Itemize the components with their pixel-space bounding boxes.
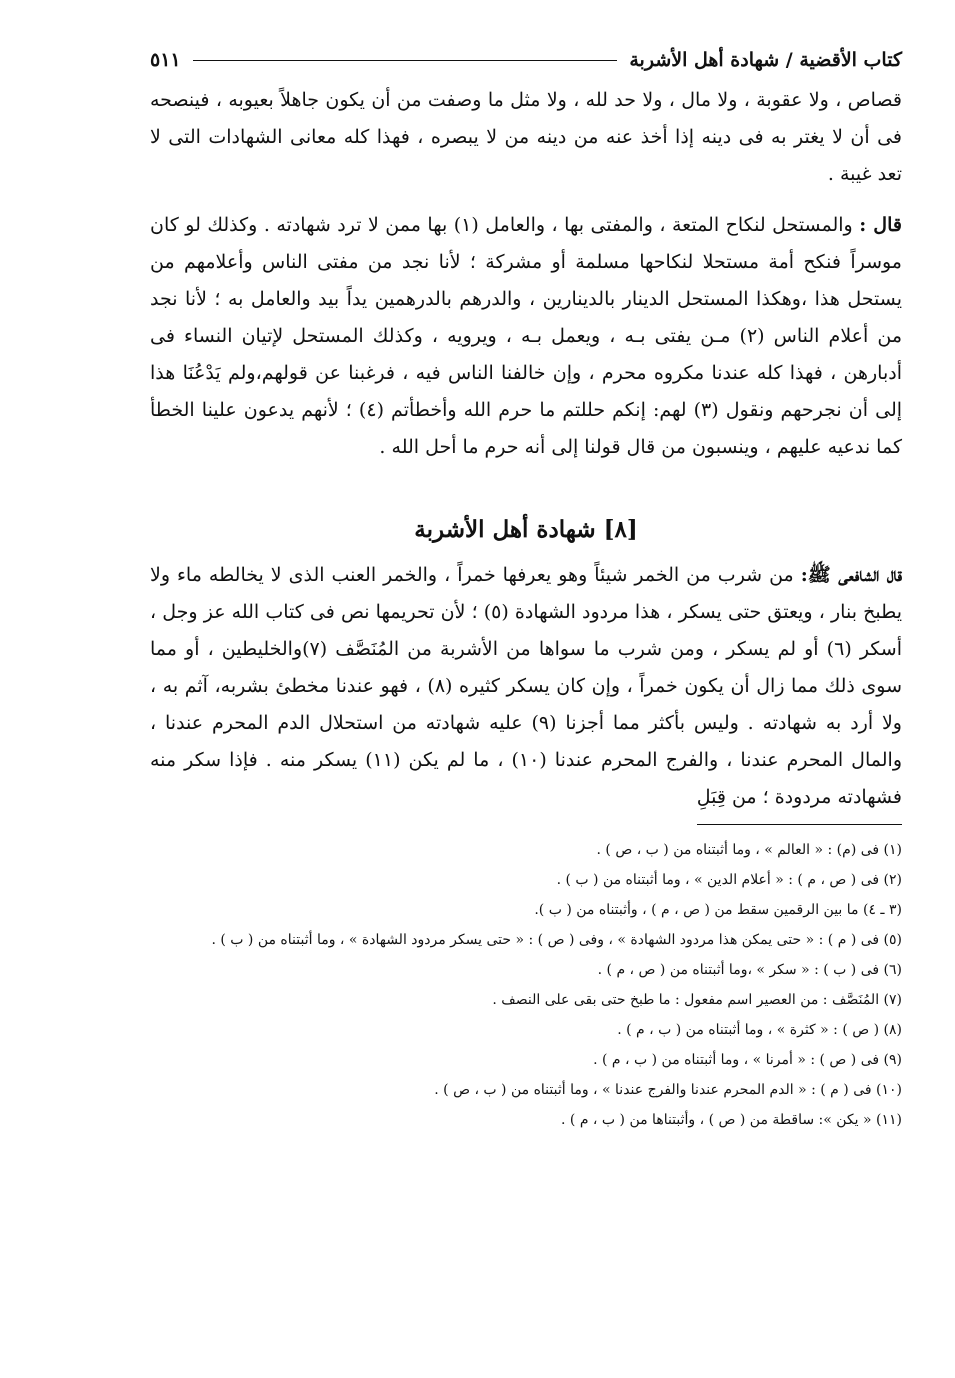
paragraph-3: [150, 557, 902, 816]
paragraph-2-lead: قال :: [859, 214, 902, 236]
footnote: (١٠) فى ( م ) : « الدم المحرم عندنا والفرج عندنا » ، وما أثبتناه من ( ب ، ص ) .: [434, 1082, 902, 1098]
footnote-separator: [697, 824, 902, 825]
footnote: (٦) فى ( ب ) : « سكر » ،وما أثبتناه من ( ص ، م ) .: [597, 962, 902, 978]
paragraph-1: قصاص ، ولا عقوبة ، ولا مال ، ولا حد لله ، ولا مثل ما وصفت من أن يكون جاهلاً بعيوبه ، فينصحه فى أن لا يغتر به فى دينه إذا أخذ عنه من دينه من لا يبصره ، فهذا كله معانى الشهادات التى لا تعد غيبة .: [150, 89, 902, 185]
running-header: [150, 40, 902, 80]
page-number: ٥١١: [150, 49, 181, 71]
paragraph-3-lead: قال الشافعى ﷺ:: [800, 564, 903, 586]
footnote: (٨) ( ص ) : « كثرة » ، وما أثبتناه من ( ب ، م ) .: [617, 1022, 902, 1038]
header-rule: [193, 60, 618, 61]
paragraph-2: [150, 207, 902, 466]
footnote: (١١) « يكن »: ساقطة من ( ص ) ، وأثبتناها من ( ب ، م ) .: [561, 1112, 902, 1128]
book-page: [150, 40, 902, 1340]
section-title: [٨] شهادة أهل الأشربة: [414, 516, 638, 543]
footnote: (٢) فى ( ص ، م ) : « أعلام الدين » ، وما أثبتناه من ( ب ) .: [556, 872, 902, 888]
footnote: (٣ ـ ٤) ما بين الرقمين سقط من ( ص ، م ) ، وأثبتناه من ( ب ).: [534, 902, 902, 918]
footnote: (٧) المُنَصَّف : من العصير اسم مفعول : ما طبخ حتى بقى على النصف .: [492, 992, 902, 1008]
paragraph-3-text: من شرب من الخمر شيئاً وهو يعرفها خمراً ، والخمر العنب الذى لا يخالطه ماء ولا يطبخ بنار ، ويعتق حتى يسكر ، هذا مردود الشهادة (٥) ؛ لأن تحريمها نص فى كتاب الله عز وجل ، أسكر (٦) أو لم يسكر ، ومن شرب ما سواها من الأشربة من المُنَصَّف (٧)والخليطين ، أو مما سوى ذلك مما زال أن يكون خمراً ، وإن كان يسكر كثيره (٨) ، فهو عندنا مخطئ بشربه، آثم به ، ولا أرد به شهادته . وليس بأكثر مما أجزنا (٩) عليه شهادته من استحلال الدم المحرم عندنا ، والمال المحرم عندنا ، والفرج المحرم عندنا (١٠) ، ما لم يكن (١١) يسكر منه . فإذا سكر منه فشهادته مردودة ؛ من قِبَلِ: [150, 564, 903, 808]
footnote: (٩) فى ( ص ) : « أمرنا » ، وما أثبتناه من ( ب ، م ) .: [593, 1052, 902, 1068]
running-title: كتاب الأقضية / شهادة أهل الأشربة: [629, 49, 902, 71]
paragraph-2-text: والمستحل لنكاح المتعة ، والمفتى بها ، والعامل (١) بها ممن لا ترد شهادته . وكذلك لو كان موسراً فنكح أمة مستحلا لنكاحها مسلمة أو مشركة ؛ لأنا نجد من مفتى الناس وأعلامهم من يستحل هذا ،وهكذا المستحل الدينار بالدينارين ، والدرهم بالدرهمين يداً بيد والعامل به ؛ لأنا نجد من أعلام الناس (٢) مـن يفتى بـه ، ويعمل بـه ، ويرويه ، وكذلك المستحل لإتيان النساء فى أدبارهن ، فهذا كله عندنا مكروه محرم ، وإن خالفنا الناس فيه ، فرغبنا عن قولهم،ولم يَدْعُنَا هذا إلى أن نجرحهم ونقول (٣) لهم: إنكم حللتم ما حرم الله وأخطأتم (٤) ؛ لأنهم يدعون علينا الخطأ كما ندعيه عليهم ، وينسبون من قال قولنا إلى أنه حرم ما أحل الله .: [150, 214, 903, 458]
footnote: (٥) فى ( م ) : « حتى يمكن هذا مردود الشهادة » ، وفى ( ص ) : « حتى يسكر مردود الشهادة » ، وما أثبتناه من ( ب ) .: [211, 932, 902, 948]
footnote: (١) فى (م) : « العالم » ، وما أثبتناه من ( ب ، ص ) .: [596, 842, 902, 858]
footnotes: [150, 835, 902, 1135]
